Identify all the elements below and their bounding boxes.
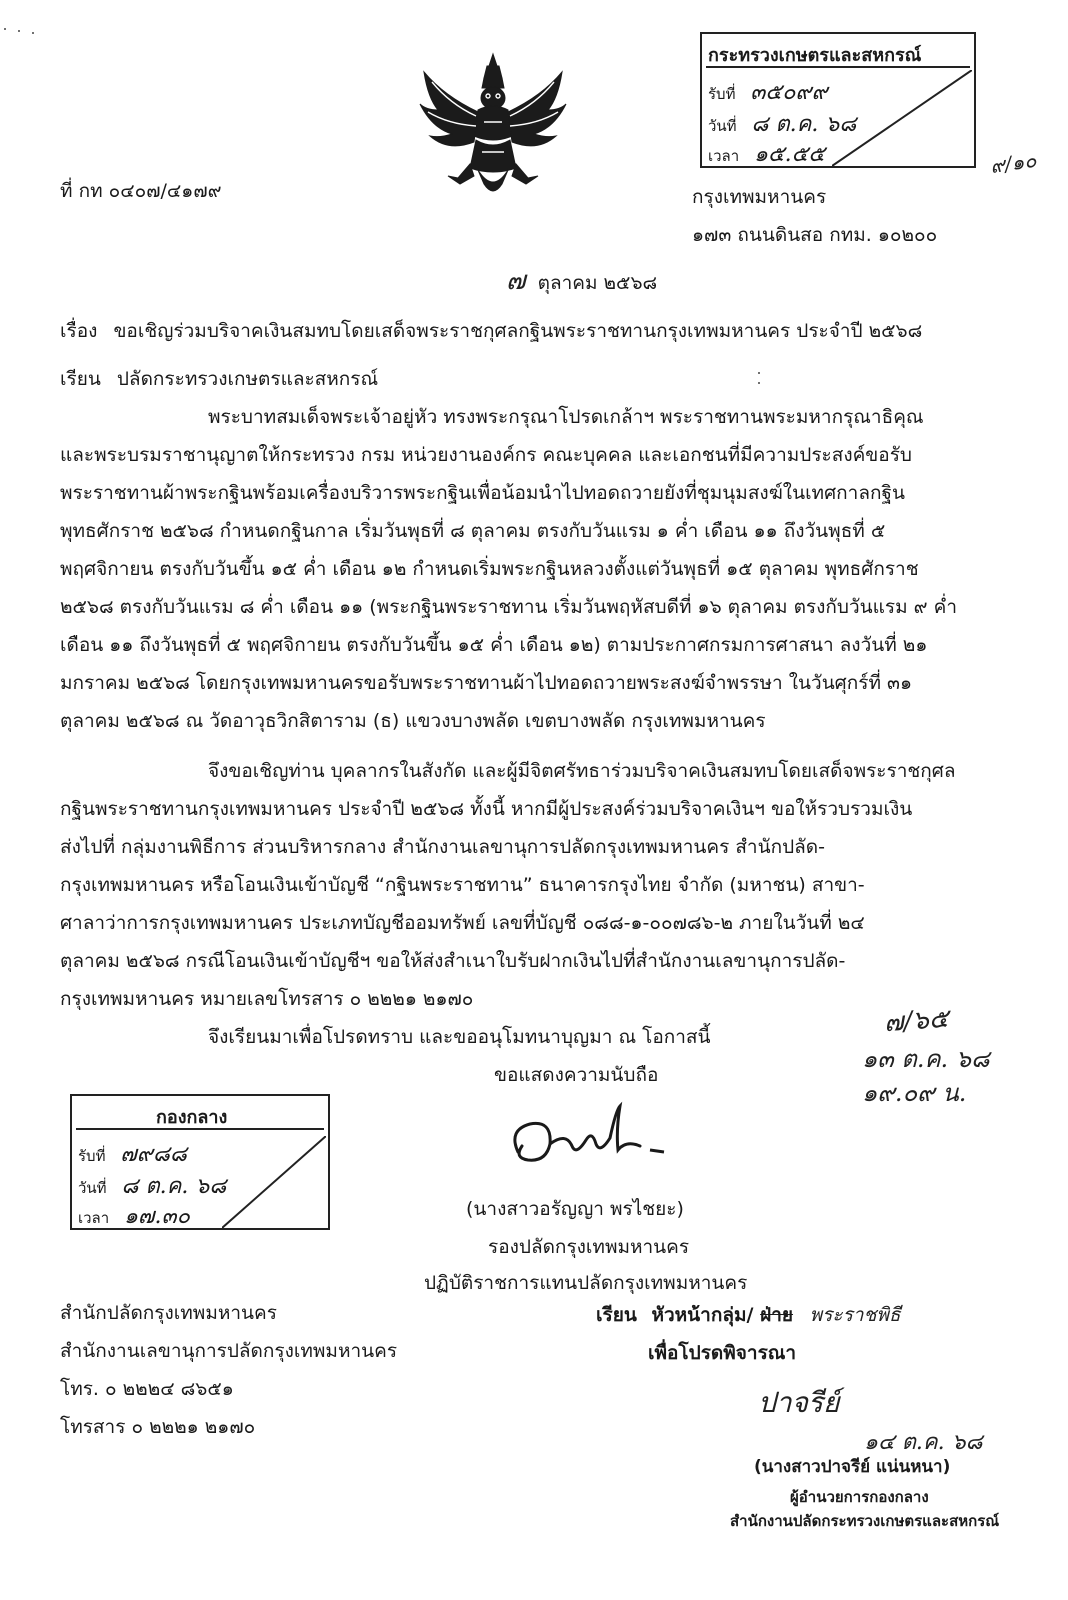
handwritten-signature [500, 1100, 680, 1180]
memo-handwritten: พระราชพิธี [809, 1304, 901, 1326]
stamp-divider [706, 66, 970, 68]
date-day: ๗ [506, 266, 526, 296]
stamp-label: วันที่ [78, 1179, 107, 1197]
margin-note-ref: ๗/๖๕ [883, 1003, 950, 1039]
body-line: พระราชทานผ้าพระกฐินพร้อมเครื่องบริวารพระกฐินเพื่อน้อมนำไปทอดถวายยังที่ชุมนุมสงฆ์ในเทศกาลกฐิน [60, 482, 905, 504]
scan-speck [758, 382, 760, 384]
receipt-stamp-bottom [70, 1094, 330, 1230]
margin-note-date: ๑๓ ต.ค. ๖๘ [862, 1045, 990, 1073]
stamp-diagonal [832, 70, 972, 166]
stamp-value: ๑๗.๓๐ [123, 1204, 190, 1229]
recipient-text: ปลัดกระทรวงเกษตรและสหกรณ์ [116, 368, 379, 390]
sender-office: สำนักปลัดกรุงเทพมหานคร [60, 1302, 277, 1324]
subject-line [60, 318, 922, 344]
body-line: เดือน ๑๑ ถึงวันพุธที่ ๕ พฤศจิกายน ตรงกับวันขึ้น ๑๕ ค่ำ เดือน ๑๒) ตามประกาศกรมการศาสนา ลงวันที่ ๒๑ [60, 634, 928, 656]
body-line: พระบาทสมเด็จพระเจ้าอยู่หัว ทรงพระกรุณาโปรดเกล้าฯ พระราชทานพระมหากรุณาธิคุณ [208, 406, 924, 428]
subject-label: เรื่อง [60, 320, 98, 342]
stamp-value: ๑๕.๕๕ [753, 142, 825, 167]
stamp-value: ๘ ต.ค. ๖๘ [121, 1174, 227, 1199]
signer-acting: ปฏิบัติราชการแทนปลัดกรุงเทพมหานคร [424, 1272, 748, 1294]
sender-fax: โทรสาร ๐ ๒๒๒๑ ๒๑๗๐ [60, 1416, 256, 1438]
sender-division: สำนักงานเลขานุการปลัดกรุงเทพมหานคร [60, 1340, 398, 1362]
recipient-line [60, 366, 378, 392]
regards-text: ขอแสดงความนับถือ [494, 1064, 659, 1086]
receipt-stamp-top [700, 32, 976, 168]
stamp-value: ๓๕๐๙๙ [750, 80, 828, 105]
body-line: ส่งไปที่ กลุ่มงานพิธีการ ส่วนบริหารกลาง สำนักงานเลขานุการปลัดกรุงเทพมหานคร สำนักปลัด- [60, 836, 825, 858]
scan-speck [758, 372, 760, 374]
stamp-value: ๗๙๘๘ [120, 1142, 187, 1167]
sender-address: ๑๗๓ ถนนดินสอ กทม. ๑๐๒๐๐ [692, 224, 938, 246]
stamp-row-received-no [78, 1136, 187, 1171]
margin-note-time: ๑๙.๐๙ น. [862, 1079, 967, 1107]
body-line: ๒๕๖๘ ตรงกับวันแรม ๘ ค่ำ เดือน ๑๑ (พระกฐินพระราชทาน เริ่มวันพฤหัสบดีที่ ๑๖ ตุลาคม ตรงกับวันแรม ๙ ค่ำ [60, 596, 957, 618]
signer-name: (นางสาวอรัญญา พรไชยะ) [466, 1198, 684, 1220]
recipient-label: เรียน [60, 368, 101, 390]
scan-speck [32, 32, 34, 34]
memo-office: สำนักงานปลัดกระทรวงเกษตรและสหกรณ์ [730, 1512, 1000, 1530]
memo-name: (นางสาวปาจรีย์ แน่นหนา) [754, 1457, 951, 1477]
scan-speck [18, 30, 20, 32]
stamp-label: วันที่ [708, 117, 737, 135]
signer-position: รองปลัดกรุงเทพมหานคร [488, 1236, 690, 1258]
memo-signature: ปาจรีย์ [758, 1386, 840, 1419]
stamp-label: เวลา [78, 1209, 110, 1227]
margin-note-top-right: ๙/๑๐ [988, 147, 1038, 179]
stamp-label: เวลา [708, 147, 740, 165]
stamp-row-time [78, 1198, 190, 1233]
body-line: กฐินพระราชทานกรุงเทพมหานคร ประจำปี ๒๕๖๘ ทั้งนี้ หากมีผู้ประสงค์ร่วมบริจาคเงินฯ ขอให้รวบรวมเงิน [60, 798, 913, 820]
sender-tel: โทร. ๐ ๒๒๒๔ ๘๖๕๑ [60, 1378, 234, 1400]
garuda-emblem-icon [418, 52, 568, 200]
memo-prefix: เรียน [596, 1304, 637, 1326]
subject-text: ขอเชิญร่วมบริจาคเงินสมทบโดยเสด็จพระราชกุศลกฐินพระราชทานกรุงเทพมหานคร ประจำปี ๒๕๖๘ [113, 320, 923, 342]
date-month-year: ตุลาคม ๒๕๖๘ [537, 272, 658, 294]
memo-date: ๑๔ ต.ค. ๖๘ [864, 1430, 983, 1455]
stamp-value: ๘ ต.ค. ๖๘ [751, 112, 857, 137]
memo-struck: ฝ่าย [760, 1304, 794, 1326]
body-line: และพระบรมราชานุญาตให้กระทรวง กรม หน่วยงานองค์กร คณะบุคคล และเอกชนที่มีความประสงค์ขอรับ [60, 444, 912, 466]
body-line: มกราคม ๒๕๖๘ โดยกรุงเทพมหานครขอรับพระราชทานผ้าไปทอดถวายพระสงฆ์จำพรรษา ในวันศุกร์ที่ ๓๑ [60, 672, 913, 694]
memo-printed: หัวหน้ากลุ่ม/ [651, 1304, 754, 1326]
document-date [506, 268, 657, 296]
body-line: พุทธศักราช ๒๕๖๘ กำหนดกฐินกาล เริ่มวันพุธที่ ๘ ตุลาคม ตรงกับวันแรม ๑ ค่ำ เดือน ๑๑ ถึงวันพุธที่ ๕ [60, 520, 886, 542]
reference-number: ที่ กท ๐๔๐๗/๔๑๗๙ [60, 180, 222, 202]
memo-position: ผู้อำนวยการกองกลาง [790, 1488, 929, 1506]
stamp-label: รับที่ [78, 1147, 106, 1165]
body-line: พฤศจิกายน ตรงกับวันขึ้น ๑๕ ค่ำ เดือน ๑๒ กำหนดเริ่มพระกฐินหลวงตั้งแต่วันพุธที่ ๑๕ ตุลาคม พุทธศักราช [60, 558, 919, 580]
body-line: กรุงเทพมหานคร หมายเลขโทรสาร ๐ ๒๒๒๑ ๒๑๗๐ [60, 988, 474, 1010]
closing-line: จึงเรียนมาเพื่อโปรดทราบ และขออนุโมทนาบุญมา ณ โอกาสนี้ [208, 1026, 711, 1048]
body-line: ตุลาคม ๒๕๖๘ ณ วัดอาวุธวิกสิตาราม (ธ) แขวงบางพลัด เขตบางพลัด กรุงเทพมหานคร [60, 710, 766, 732]
stamp-org: กองกลาง [156, 1107, 228, 1128]
stamp-label: รับที่ [708, 85, 736, 103]
memo-line-2: เพื่อโปรดพิจารณา [648, 1342, 797, 1364]
scan-speck [4, 28, 6, 30]
body-line: ศาลาว่าการกรุงเทพมหานคร ประเภทบัญชีออมทรัพย์ เลขที่บัญชี ๐๘๘-๑-๐๐๗๘๖-๒ ภายในวันที่ ๒๔ [60, 912, 865, 934]
stamp-row-received-no [708, 74, 828, 109]
stamp-row-time [708, 136, 825, 171]
memo-line-1 [596, 1302, 900, 1328]
body-line: ตุลาคม ๒๕๖๘ กรณีโอนเงินเข้าบัญชีฯ ขอให้ส่งสำเนาใบรับฝากเงินไปที่สำนักงานเลขานุการปลัด- [60, 950, 846, 972]
stamp-divider [76, 1128, 324, 1130]
body-line: จึงขอเชิญท่าน บุคลากรในสังกัด และผู้มีจิตศรัทธาร่วมบริจาคเงินสมทบโดยเสด็จพระราชกุศล [208, 760, 956, 782]
sender-location: กรุงเทพมหานคร [692, 186, 827, 208]
stamp-diagonal [222, 1136, 326, 1228]
body-line: กรุงเทพมหานคร หรือโอนเงินเข้าบัญชี “กฐินพระราชทาน” ธนาคารกรุงไทย จำกัด (มหาชน) สาขา- [60, 874, 865, 896]
stamp-org: กระทรวงเกษตรและสหกรณ์ [708, 45, 922, 66]
